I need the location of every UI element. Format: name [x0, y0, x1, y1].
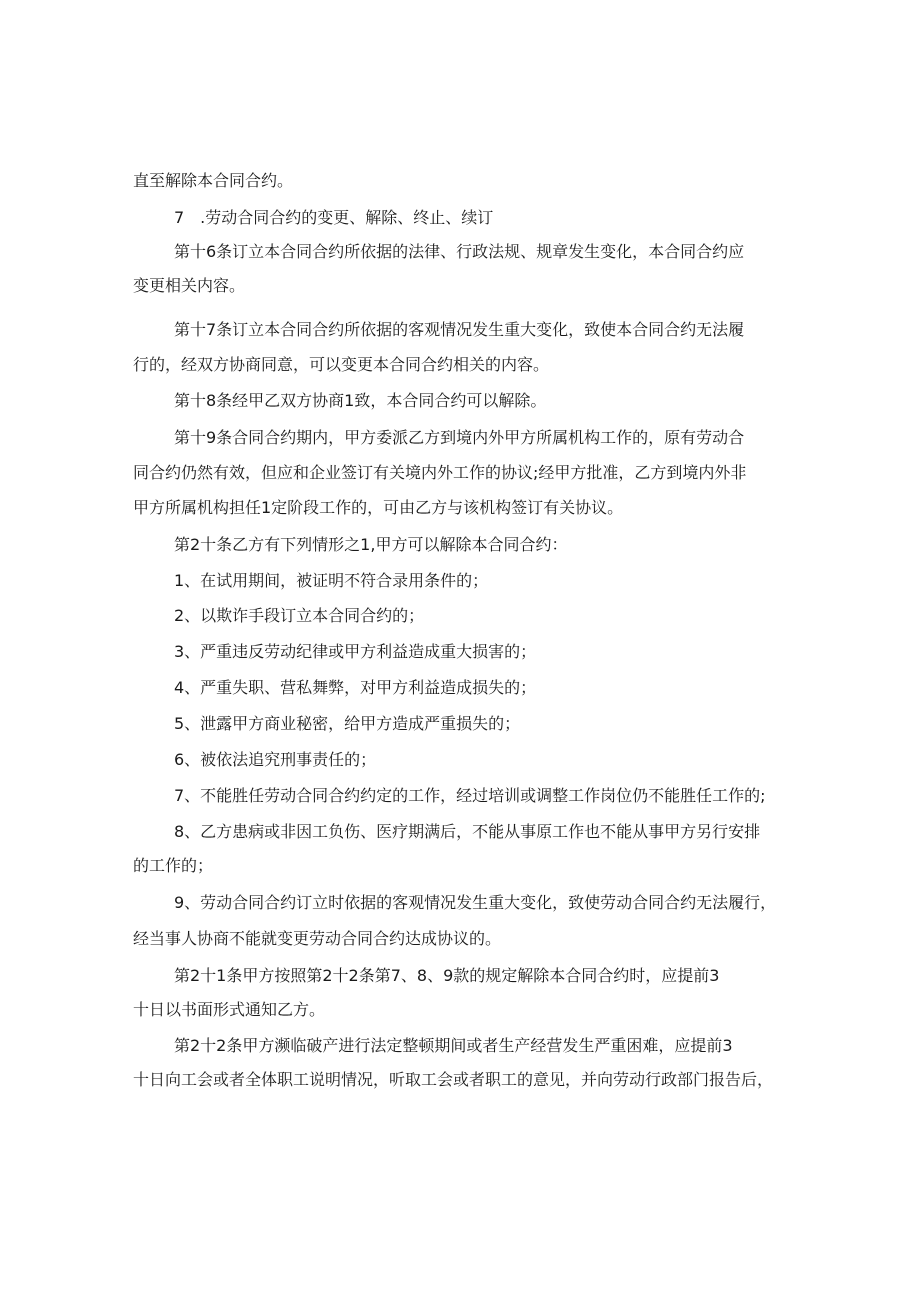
list-item: 7、不能胜任劳动合同合约约定的工作，经过培训或调整工作岗位仍不能胜任工作的;: [174, 786, 766, 805]
list-item: 5、泄露甲方商业秘密，给甲方造成严重损失的；: [174, 714, 521, 733]
list-item: 2、以欺诈手段订立本合同合约的；: [174, 606, 425, 625]
text-line: 第十6条订立本合同合约所依据的法律、行政法规、规章发生变化，本合同合约应: [174, 242, 745, 261]
text-line: 第2十1条甲方按照第2十2条第7、8、9款的规定解除本合同合约时，应提前3: [174, 966, 720, 985]
text-line: 甲方所属机构担任1定阶段工作的，可由乙方与该机构签订有关协议。: [133, 498, 624, 517]
list-item: 3、严重违反劳动纪律或甲方利益造成重大损害的；: [174, 642, 537, 661]
text-line: 十日以书面形式通知乙方。: [133, 1000, 326, 1019]
text-line: 的工作的；: [133, 856, 214, 875]
list-item: 1、在试用期间，被证明不符合录用条件的；: [174, 571, 489, 590]
text-line: 第2十2条甲方濒临破产进行法定整顿期间或者生产经营发生严重困难，应提前3: [174, 1036, 733, 1055]
list-item: 4、严重失职、营私舞弊，对甲方利益造成损失的；: [174, 678, 537, 697]
text-line: 经当事人协商不能就变更劳动合同合约达成协议的。: [133, 929, 502, 948]
section-heading: 7 .劳动合同合约的变更、解除、终止、续订: [174, 208, 494, 227]
text-line: 十日向工会或者全体职工说明情况，听取工会或者职工的意见，并向劳动行政部门报告后，: [133, 1070, 774, 1089]
list-item: 9、劳动合同合约订立时依据的客观情况发生重大变化，致使劳动合同合约无法履行，: [174, 893, 777, 912]
text-line: 第十8条经甲乙双方协商1致，本合同合约可以解除。: [174, 391, 547, 410]
text-line: 第2十条乙方有下列情形之1,甲方可以解除本合同合约：: [174, 535, 568, 554]
text-line: 第十7条订立本合同合约所依据的客观情况发生重大变化，致使本合同合约无法履: [174, 320, 745, 339]
list-item: 8、乙方患病或非因工负伤、医疗期满后，不能从事原工作也不能从事甲方另行安排: [174, 822, 761, 841]
text-line: 直至解除本合同合约。: [133, 171, 294, 190]
text-line: 变更相关内容。: [133, 276, 246, 295]
text-line: 同合约仍然有效，但应和企业签订有关境内外工作的协议;经甲方批准，乙方到境内外非: [133, 463, 747, 482]
text-line: 行的，经双方协商同意，可以变更本合同合约相关的内容。: [133, 355, 550, 374]
list-item: 6、被依法追究刑事责任的；: [174, 750, 377, 769]
text-line: 第十9条合同合约期内，甲方委派乙方到境内外甲方所属机构工作的，原有劳动合: [174, 428, 745, 447]
